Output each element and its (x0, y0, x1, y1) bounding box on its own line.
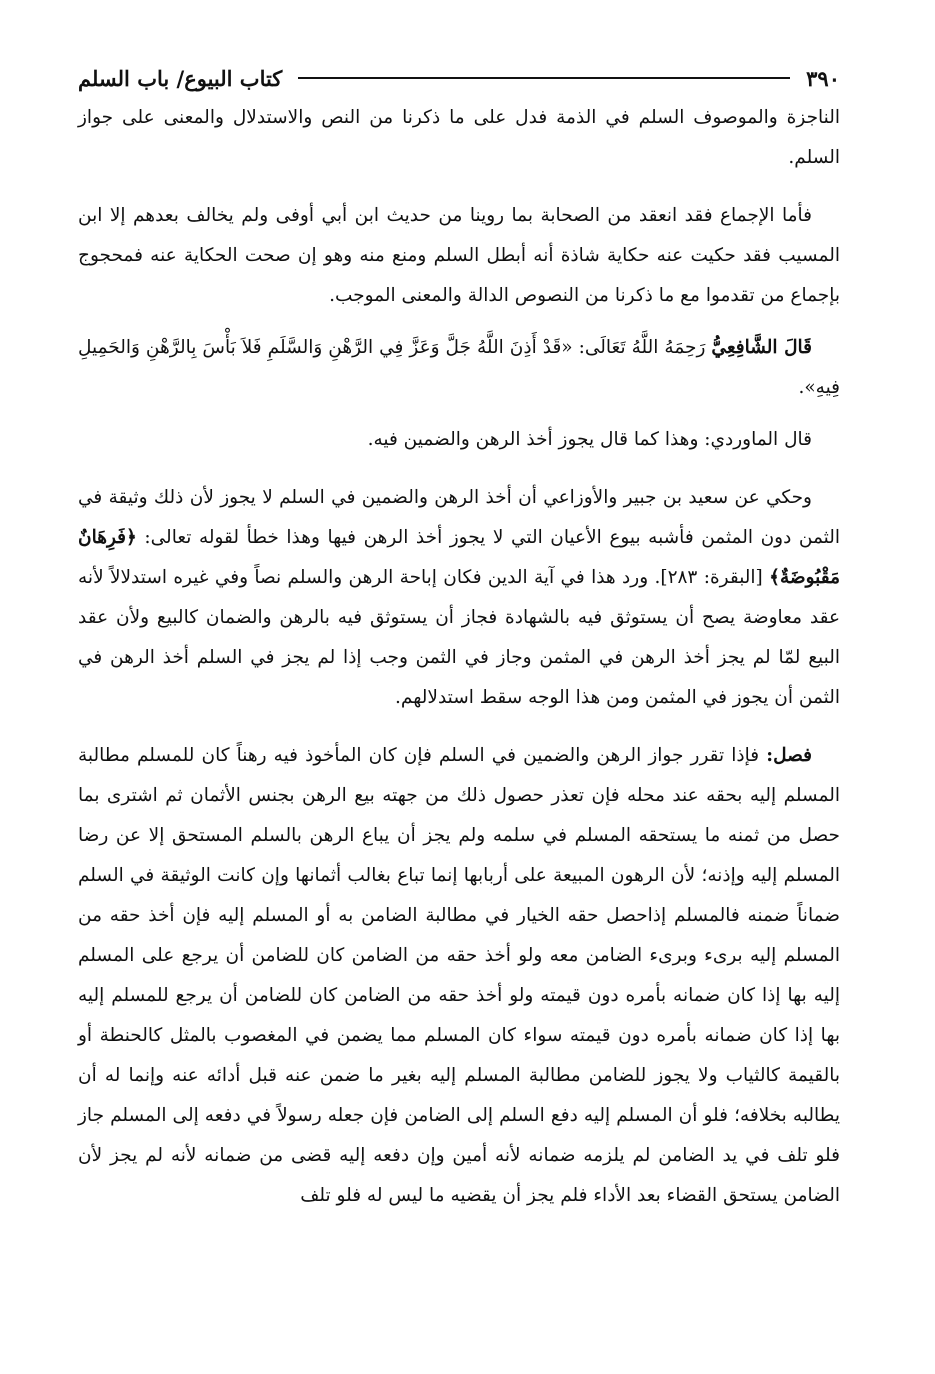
paragraph-6-text: فإذا تقرر جواز الرهن والضمين في السلم فإن كان المأخوذ فيه رهناً كان للمسلم مطالبة المسلم إليه بحقه عند محله فإن تعذر حصول ذلك من جهته بيع الرهن بجنس الأثمان ثم اشترى بما حصل من ثمنه ما يستحقه المسلم في سلمه ولم يجز أن يباع الرهن بالسلم المستحق إلا عن رضا المسلم إليه وإذنه؛ لأن الرهون المبيعة على أربابها إنما تباع بغالب أثمانها وإن كانت الوثيقة في السلم ضماناً ضمنه فالمسلم إذاحصل حقه الخيار في مطالبة الضامن به أو المسلم إليه فإن أخذ حقه من المسلم إليه برىء وبرىء الضامن معه ولو أخذ حقه من الضامن كان للضامن أن يرجع على المسلم إليه بها إذا كان ضمانه بأمره دون قيمته ولو أخذ حقه من الضامن كان للضامن أن يرجع للمسلم إليه بها إذا كان ضمانه بأمره دون قيمته سواء كان المسلم مما يضمن في المغصوب بالمثل كالحنطة أو بالقيمة كالثياب ولا يجوز للضامن مطالبة المسلم إليه بغير ما ضمن عنه قبل أدائه عنه وإنما له أن يطالبه بخلافه؛ فلو أن المسلم إليه دفع السلم إلى الضامن فإن جعله رسولاً في دفعه إلى المسلم جاز فلو تلف في يد الضامن لم يلزمه ضمانه لأنه أمين وإن دفعه إليه قضى من ضمانه لأنه لم يجز لأن الضامن يستحق القضاء بعد الأداء فلم يجز أن يقضيه ما ليس له فلو تلف (78, 745, 840, 1206)
section-heading-fasl: فصل: (766, 745, 812, 766)
shafii-quote: رَحِمَهُ اللَّهُ تَعَالَى: «قَدْ أَذِنَ اللَّهُ جَلَّ وَعَزَّ فِي الرَّهْنِ وَالسَّلَمِ فَلاَ بَأْسَ بِالرَّهْنِ وَالحَمِيلِ فِيهِ». (78, 337, 840, 398)
paragraph-2: فأما الإجماع فقد انعقد من الصحابة بما روينا من حديث ابن أبي أوفى ولم يخالف بعدهم إلا ابن المسيب فقد حكيت عنه حكاية شاذة أنه أبطل السلم ومنع منه وهو إن صحت الحكاية عنه فمحجوج بإجماع من تقدموا مع ما ذكرنا من النصوص الدالة والمعنى الموجب. (78, 205, 840, 306)
paragraph-3 (78, 328, 840, 408)
paragraph-6 (78, 736, 840, 1216)
header-rule (298, 77, 790, 79)
paragraph-1: الناجزة والموصوف السلم في الذمة فدل على ما ذكرنا من النص والاستدلال والمعنى على جواز السلم. (78, 107, 840, 168)
quran-verse: ﴿فَرِهَانٌ مَقْبُوضَةٌ﴾ (78, 527, 840, 588)
paragraph-5-part-a: وحكي عن سعيد بن جبير والأوزاعي أن أخذ الرهن والضمين في السلم لا يجوز لأن ذلك وثيقة في الثمن دون المثمن فأشبه بيوع الأعيان التي لا يجوز أخذ الرهن فيها وهذا خطأ لقوله تعالى: (78, 487, 840, 548)
paragraph-5-part-b: [البقرة: ٢٨٣]. ورد هذا في آية الدين فكان إباحة الرهن والسلم نصاً وفي غيره استدلالاً لأنه عقد معاوضة يصح أن يستوثق فيه بالشهادة فجاز أن يستوثق فيه بالرهن والضمان كالبيع ولأن عقد البيع لمّا لم يجز أخذ الرهن في المثمن وجاز في الثمن وجب إذا لم يجز في السلم أخذ الرهن في الثمن أن يجوز في المثمن ومن هذا الوجه سقط استدلالهم. (78, 567, 840, 708)
shafii-lead: قَالَ الشَّافِعِيُّ (711, 337, 812, 358)
paragraph-4: قال الماوردي: وهذا كما قال يجوز أخذ الرهن والضمين فيه. (367, 429, 812, 450)
paragraph-5 (78, 478, 840, 718)
page-header (78, 58, 840, 98)
page-body (78, 98, 840, 1216)
running-title: كتاب البيوع/ باب السلم (78, 65, 283, 91)
page-number: ٣٩٠ (806, 65, 840, 91)
book-page (78, 58, 840, 1216)
